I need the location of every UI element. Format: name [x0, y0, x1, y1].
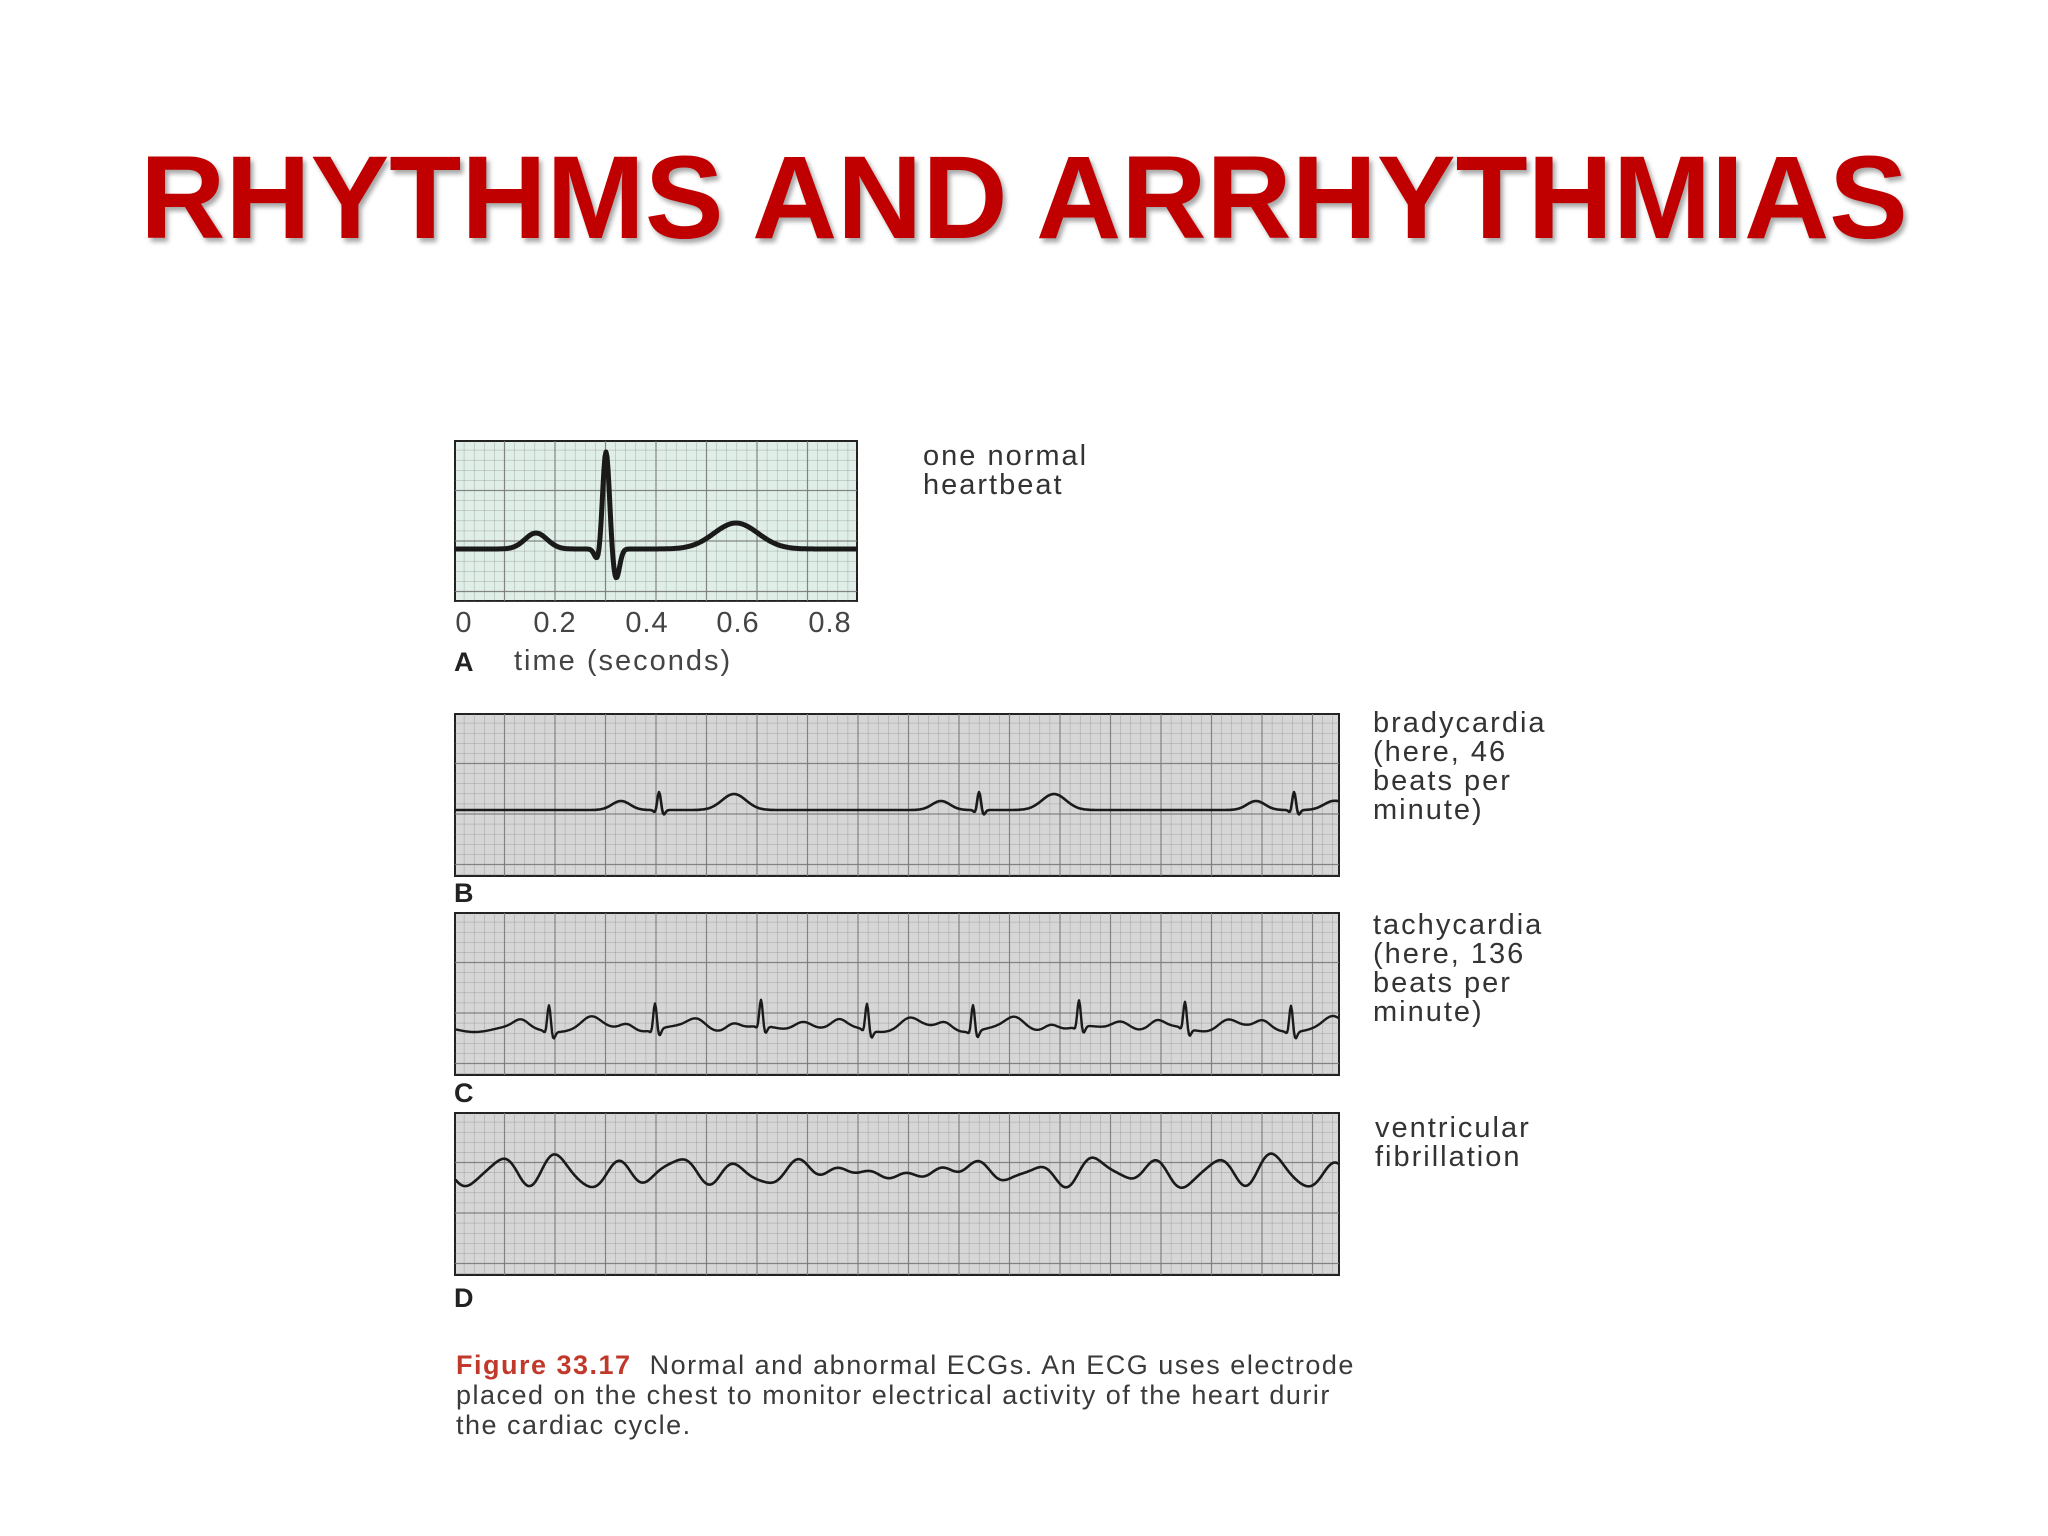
caption-line-2: placed on the chest to monitor electrical activity of the heart durir: [456, 1380, 1331, 1410]
caption-line-1: [456, 1350, 1676, 1380]
figure-label: Figure 33.17: [456, 1350, 632, 1380]
label-line: (here, 136: [1373, 938, 1526, 970]
tick-label: 0.4: [625, 607, 669, 639]
ecg-panel-d: [454, 1112, 1340, 1276]
caption-text-1: Normal and abnormal ECGs. An ECG uses electrode: [649, 1350, 1355, 1380]
label-bradycardia: [1373, 709, 1547, 825]
panel-letter-b: B: [454, 878, 474, 908]
label-line: minute): [1373, 794, 1484, 826]
time-axis-title: time (seconds): [514, 645, 733, 677]
grid-background: [455, 714, 1339, 876]
ecg-panel-b: [454, 713, 1340, 877]
time-axis-ticks: [454, 607, 864, 641]
label-tachycardia: [1373, 911, 1543, 1027]
label-line: ventricular: [1375, 1112, 1531, 1144]
tick-label: 0.2: [533, 607, 577, 639]
label-line: heartbeat: [923, 469, 1064, 501]
ecg-strip-tachycardia: [454, 912, 1340, 1076]
ecg-strip-normal: [454, 440, 858, 602]
panel-letter-d: D: [454, 1283, 474, 1313]
ecg-panel-c: [454, 912, 1340, 1076]
label-ventricular-fibrillation: [1375, 1114, 1531, 1172]
ecg-strip-ventricular-fibrillation: [454, 1112, 1340, 1276]
panel-letter-c: C: [454, 1078, 474, 1108]
label-normal-heartbeat: [923, 442, 1088, 500]
label-line: fibrillation: [1375, 1141, 1522, 1173]
figure-caption: [456, 1350, 1676, 1440]
label-line: one normal: [923, 440, 1089, 472]
label-line: beats per: [1373, 967, 1512, 999]
label-line: tachycardia: [1373, 909, 1544, 941]
caption-line-3: the cardiac cycle.: [456, 1410, 692, 1440]
tick-label: 0.8: [808, 607, 852, 639]
ecg-strip-bradycardia: [454, 713, 1340, 877]
grid-background: [455, 913, 1339, 1075]
tick-label: 0.6: [716, 607, 760, 639]
ecg-panel-a: [454, 440, 858, 602]
label-line: bradycardia: [1373, 707, 1547, 739]
tick-label: 0: [455, 607, 473, 639]
grid-background: [455, 1113, 1339, 1275]
panel-letter-a: A: [454, 647, 474, 677]
label-line: minute): [1373, 996, 1484, 1028]
slide-title: RHYTHMS AND ARRHYTHMIAS: [140, 132, 1908, 264]
label-line: (here, 46: [1373, 736, 1508, 768]
label-line: beats per: [1373, 765, 1512, 797]
